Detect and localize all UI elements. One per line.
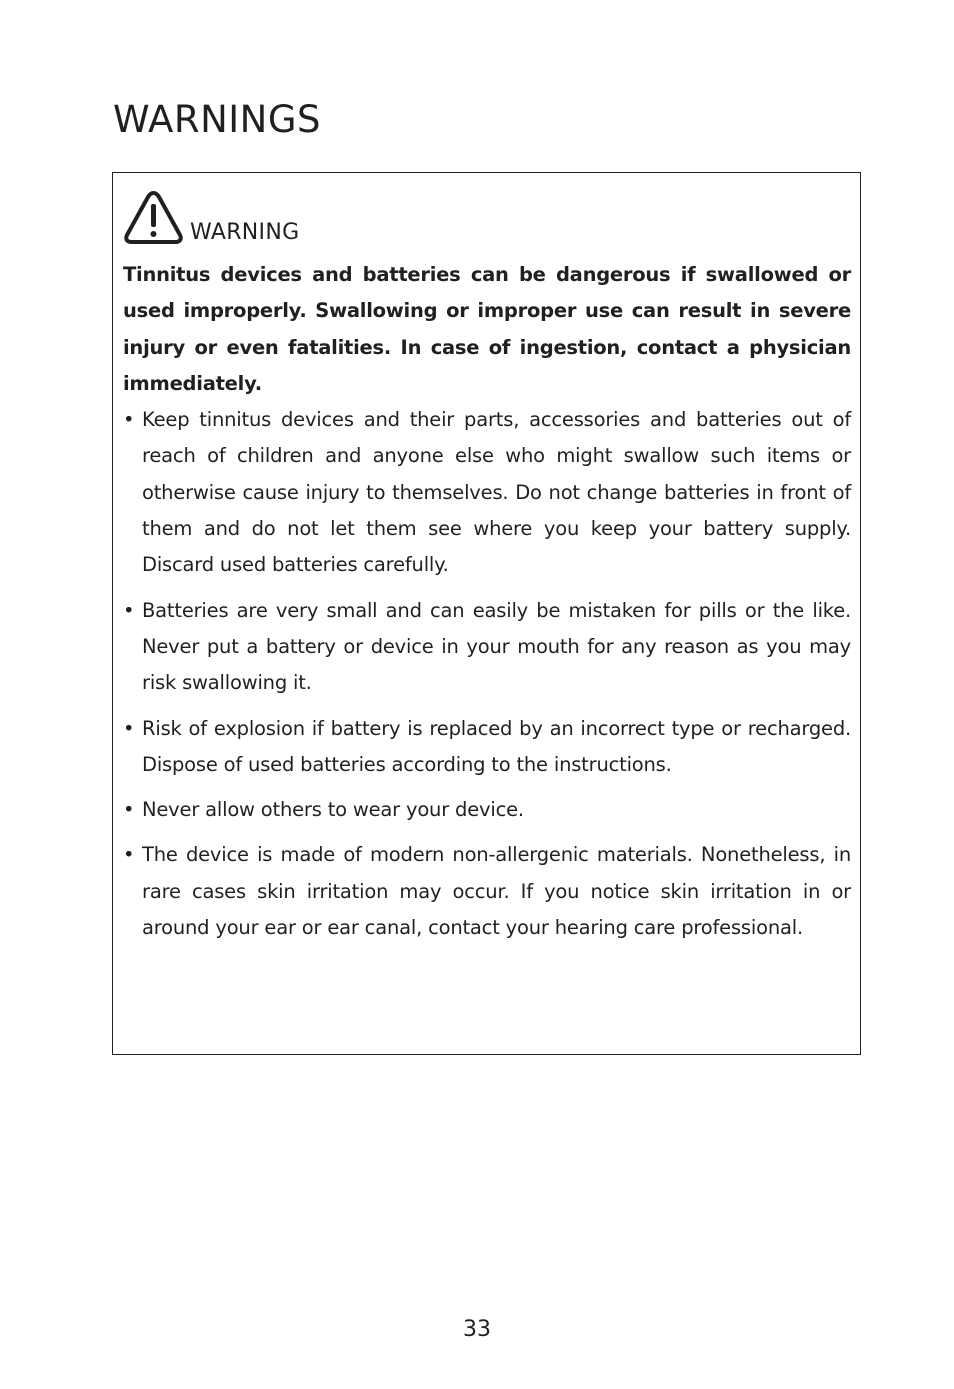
warning-triangle-icon bbox=[123, 189, 184, 245]
list-item-text: Never allow others to wear your device. bbox=[142, 798, 524, 822]
warning-box bbox=[112, 172, 861, 1055]
list-item bbox=[123, 593, 851, 702]
page-number: 33 bbox=[463, 1317, 491, 1342]
bullet-marker: • bbox=[123, 798, 135, 822]
list-item bbox=[123, 792, 851, 828]
list-item-text: Batteries are very small and can easily be mistaken for pills or the like. Never put a battery or device in your mouth for any reason as you may risk swallowing it. bbox=[142, 598, 851, 695]
bullet-marker: • bbox=[123, 843, 135, 867]
list-item bbox=[123, 837, 851, 946]
warning-label: WARNING bbox=[190, 220, 300, 245]
warning-lead-text: Tinnitus devices and batteries can be dangerous if swallowed or used improperly. Swallowing or improper use can result in severe injury or even fatalities. In case of ingestion, contact a physician immediately. bbox=[123, 263, 851, 395]
bullet-marker: • bbox=[123, 408, 135, 432]
warning-header bbox=[123, 185, 851, 245]
list-item-text: The device is made of modern non-allergenic materials. Nonetheless, in rare cases skin irritation may occur. If you notice skin irritation in or around your ear or ear canal, contact your hearing care professional. bbox=[142, 843, 851, 940]
bullet-marker: • bbox=[123, 598, 135, 622]
list-item-text: Keep tinnitus devices and their parts, accessories and batteries out of reach of children and anyone else who might swallow such items or otherwise cause injury to themselves. Do not change batteries in front of them and do not let them see where you keep your battery supply. Discard used batteries carefully. bbox=[142, 408, 851, 577]
warning-bullet-list bbox=[123, 402, 851, 946]
list-item bbox=[123, 402, 851, 583]
page-title: WARNINGS bbox=[113, 98, 322, 141]
list-item-text: Risk of explosion if battery is replaced by an incorrect type or recharged. Dispose of used batteries according to the instructions. bbox=[142, 716, 851, 776]
bullet-marker: • bbox=[123, 716, 135, 740]
list-item bbox=[123, 711, 851, 784]
